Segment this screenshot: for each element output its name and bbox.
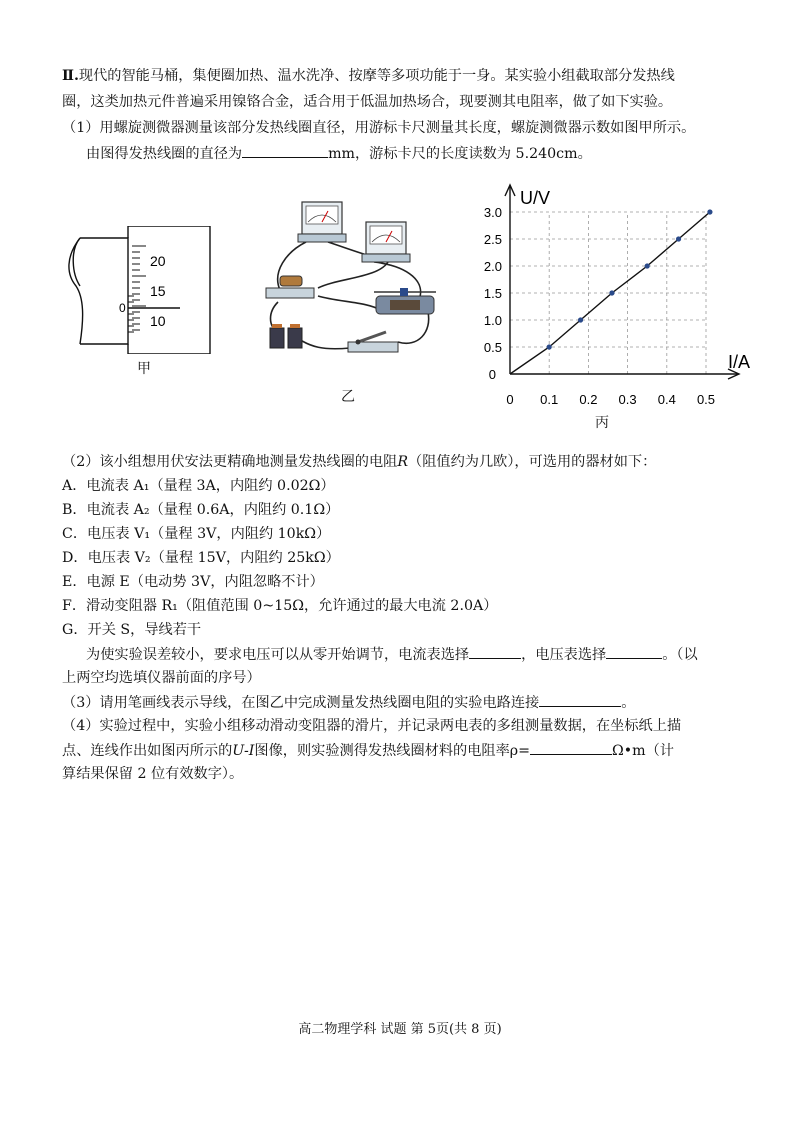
x-tick-label: 0.3 bbox=[618, 392, 637, 407]
data-point bbox=[547, 344, 552, 349]
data-point bbox=[645, 263, 650, 268]
x-tick-label: 0.5 bbox=[696, 392, 716, 407]
answer-blank-diameter[interactable] bbox=[242, 143, 328, 158]
page-footer: 高二物理学科 试题 第 5页(共 8 页) bbox=[298, 1022, 502, 1037]
x-tick-label: 0.2 bbox=[579, 392, 598, 407]
data-point bbox=[578, 317, 583, 322]
option-e: E．电源 E（电动势 3V，内阻忽略不计） bbox=[62, 574, 324, 590]
option-c: C．电压表 V₁（量程 3V，内阻约 10kΩ） bbox=[62, 526, 331, 542]
y-tick-label: 2.0 bbox=[483, 259, 502, 274]
q2-ask-line: 为使实验误差较小，要求电压可以从零开始调节，电流表选择 ，电压表选择 。（以 bbox=[86, 644, 698, 665]
option-g: G．开关 S，导线若干 bbox=[62, 622, 202, 638]
answer-blank-circuit[interactable] bbox=[539, 692, 621, 707]
q2-ask-line-2: 上两空均选填仪器前面的序号） bbox=[62, 670, 261, 686]
y-tick-label: 2.5 bbox=[483, 232, 502, 247]
voltmeter-icon bbox=[362, 222, 410, 262]
q4-line-2: 点、连线作出如图丙所示的U-I图像，则实验测得发热线圈材料的电阻率ρ= Ω•m（计 bbox=[62, 740, 674, 761]
q1-line-1: （1）用螺旋测微器测量该部分发热线圈直径，用游标卡尺测量其长度，螺旋测微器示数如图甲所示。 bbox=[62, 120, 696, 136]
x-axis-label: I/A bbox=[728, 352, 751, 372]
q3-line: （3）请用笔画线表示导线，在图乙中完成测量发热线圈电阻的实验电路连接 。 bbox=[62, 692, 635, 713]
q4-line-1: （4）实验过程中，实验小组移动滑动变阻器的滑片，并记录两电表的多组测量数据，在坐标纸上描 bbox=[62, 718, 682, 734]
q4-line-3: 算结果保留 2 位有效数字）。 bbox=[62, 766, 244, 782]
u-i-chart bbox=[476, 180, 766, 412]
y-tick-label: 1.0 bbox=[483, 313, 502, 328]
data-point bbox=[707, 209, 712, 214]
switch-icon bbox=[348, 332, 398, 352]
option-b: B．电流表 A₂（量程 0.6A，内阻约 0.1Ω） bbox=[62, 502, 340, 518]
q1-line-2: 由图得发热线圈的直径为 mm，游标卡尺的长度读数为 5.240cm。 bbox=[86, 143, 592, 164]
figure-jia-caption: 甲 bbox=[137, 361, 151, 377]
micrometer-tick-15: 15 bbox=[150, 283, 166, 299]
origin-label-x: 0 bbox=[506, 392, 514, 407]
section-numeral: Ⅱ. bbox=[62, 68, 79, 84]
micrometer-tick-20: 20 bbox=[150, 253, 166, 269]
ammeter-icon bbox=[298, 202, 346, 242]
data-point bbox=[609, 290, 614, 295]
chart-grid bbox=[510, 212, 706, 374]
x-tick-label: 0.4 bbox=[657, 392, 676, 407]
chart-axes bbox=[505, 185, 739, 379]
intro-line-2: 圈，这类加热元件普遍采用镍铬合金，适合用于低温加热场合，现要测其电阻率，做了如下实验。 bbox=[62, 94, 673, 110]
figure-bing-caption: 丙 bbox=[595, 415, 609, 431]
answer-blank-voltmeter[interactable] bbox=[606, 644, 662, 659]
figure-yi-caption: 乙 bbox=[341, 389, 355, 405]
y-tick-label: 0.5 bbox=[483, 340, 502, 355]
circuit-apparatus-figure bbox=[258, 192, 448, 367]
heating-coil-icon bbox=[266, 276, 314, 298]
micrometer-figure bbox=[62, 226, 232, 354]
origin-label-y: 0 bbox=[488, 367, 496, 382]
answer-blank-ammeter[interactable] bbox=[469, 644, 521, 659]
y-tick-label: 1.5 bbox=[483, 286, 502, 301]
x-tick-label: 0.1 bbox=[540, 392, 559, 407]
option-f: F．滑动变阻器 R₁（阻值范围 0~15Ω，允许通过的最大电流 2.0A） bbox=[62, 598, 498, 614]
micrometer-zero: 0 bbox=[119, 301, 126, 315]
battery-icon bbox=[270, 324, 302, 348]
intro-line-1: Ⅱ.现代的智能马桶，集便圈加热、温水洗净、按摩等多项功能于一身。某实验小组截取部分发热线 bbox=[62, 68, 675, 84]
rheostat-icon bbox=[374, 288, 436, 314]
answer-blank-resistivity[interactable] bbox=[530, 740, 612, 755]
option-d: D．电压表 V₂（量程 15V，内阻约 25kΩ） bbox=[62, 550, 340, 566]
micrometer-tick-10: 10 bbox=[150, 313, 166, 329]
option-a: A．电流表 A₁（量程 3A，内阻约 0.02Ω） bbox=[62, 478, 335, 494]
chart-series bbox=[510, 209, 713, 374]
y-tick-label: 3.0 bbox=[483, 205, 502, 220]
q2-stem: （2）该小组想用伏安法更精确地测量发热线圈的电阻R（阻值约为几欧），可选用的器材如下： bbox=[62, 454, 657, 470]
y-axis-label: U/V bbox=[520, 188, 551, 208]
data-point bbox=[676, 236, 681, 241]
